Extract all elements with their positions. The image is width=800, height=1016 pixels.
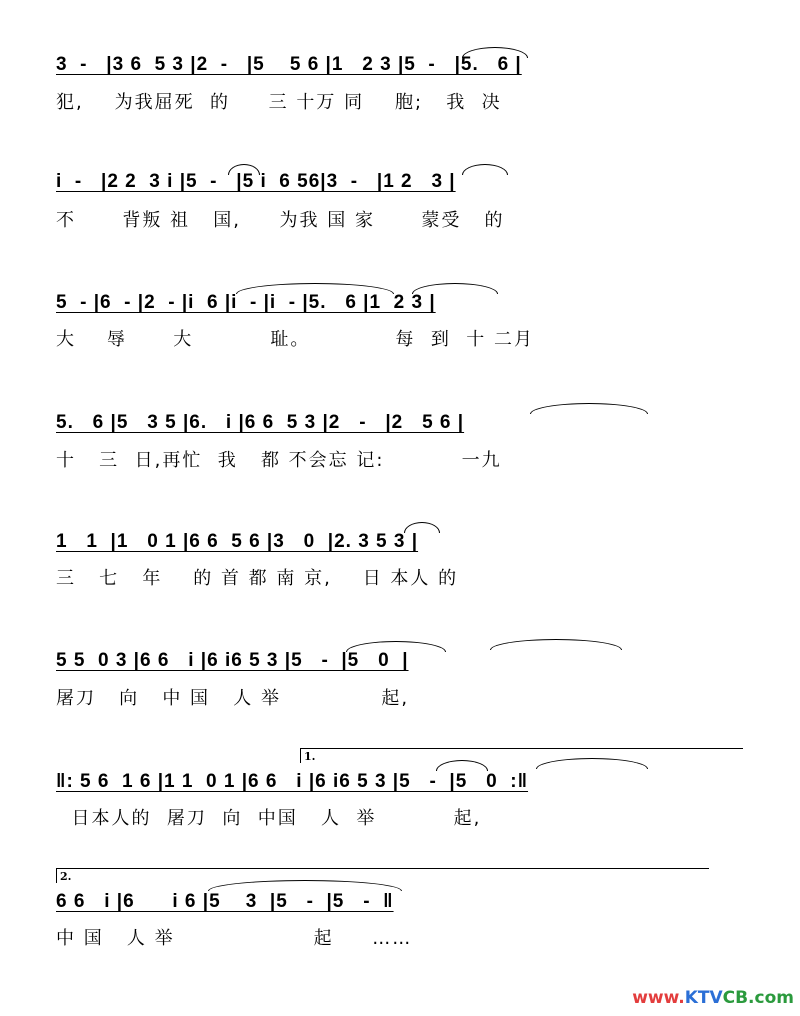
volta-second-ending <box>56 868 709 883</box>
site-watermark <box>632 988 794 1008</box>
lyrics-line-6: 屠刀 向 中 国 人 举 起, <box>56 688 410 709</box>
lyrics-line-8: 中 国 人 举 起 …… <box>56 928 413 949</box>
notes-line-1: 3 - |3 6 5 3 |2 - |5 5 6 |1 2 3 |5 - |5. 6 | <box>56 54 522 75</box>
lyrics-line-7: 日本人的 屠刀 向 中国 人 举 起, <box>56 808 482 829</box>
notes-line-8: 6 6 i |6 i 6 |5 3 |5 - |5 - ‖ <box>56 891 394 912</box>
lyrics-line-4: 十 三 日,再忙 我 都 不会忘 记: 一九 <box>56 450 502 471</box>
lyrics-line-2: 不 背叛 祖 国, 为我 国 家 蒙受 的 <box>56 210 505 231</box>
watermark-part-c: CB.com <box>722 988 794 1008</box>
notes-line-3: 5 - |6 - |2 - |i 6 |i - |i - |5. 6 |1 2 3 | <box>56 292 436 313</box>
notes-line-6: 5 5 0 3 |6 6 i |6 i6 5 3 |5 - |5 0 | <box>56 650 409 671</box>
lyrics-line-5: 三 七 年 的 首 都 南 京, 日 本人 的 <box>56 568 459 589</box>
notes-line-7: ‖: 5 6 1 6 |1 1 0 1 |6 6 i |6 i6 5 3 |5 - |5 0 :‖ <box>56 771 529 792</box>
watermark-part-a: www. <box>632 988 685 1008</box>
notes-line-2: i - |2 2 3 i |5 - |5 i 6 56|3 - |1 2 3 | <box>56 171 456 192</box>
volta-first-ending <box>300 748 743 763</box>
volta-first-label: 1. <box>304 750 316 763</box>
volta-second-label: 2. <box>60 870 72 883</box>
watermark-part-b: KTV <box>684 988 723 1008</box>
lyrics-line-3: 大 辱 大 耻。 每 到 十 二月 <box>56 329 534 350</box>
notes-line-4: 5. 6 |5 3 5 |6. i |6 6 5 3 |2 - |2 5 6 | <box>56 412 465 433</box>
notes-line-5: 1 1 |1 0 1 |6 6 5 6 |3 0 |2. 3 5 3 | <box>56 531 419 552</box>
lyrics-line-1: 犯, 为我屈死 的 三 十万 同 胞; 我 决 <box>56 92 502 113</box>
